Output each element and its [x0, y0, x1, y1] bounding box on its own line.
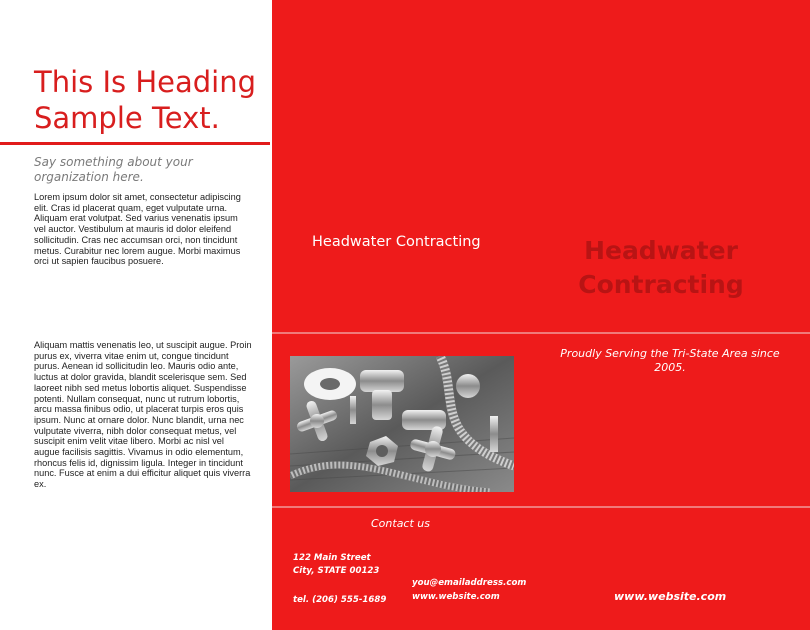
service-area-statement: Proudly Serving the Tri-State Area since 2005.: [560, 347, 780, 374]
address-street: 122 Main Street: [293, 553, 371, 563]
company-name-large: [560, 234, 762, 302]
plumbing-fixtures-illustration: [290, 356, 514, 492]
company-name-line-1: Headwater: [584, 236, 738, 265]
page-heading: [34, 64, 270, 136]
address-city: City, STATE 00123: [293, 566, 380, 576]
company-name-line-2: Contracting: [578, 270, 744, 299]
heading-divider: [0, 142, 270, 145]
footer-website-link[interactable]: www.website.com: [614, 590, 727, 603]
email-link[interactable]: you@emailaddress.com: [412, 578, 527, 588]
contact-heading: Contact us: [371, 517, 430, 530]
plumbing-fixtures-photo: [290, 356, 514, 492]
heading-line-2: Sample Text.: [34, 101, 220, 135]
body-paragraph-1: Lorem ipsum dolor sit amet, consectetur adipiscing elit. Cras id placerat quam, eget vulputate urna. Aliquam erat volutpat. Sed varius venenatis ipsum vel auctor. Vestibulum at mauris id dolor eleifend sollicitudin. Cras nec accumsan orci, non tincidunt metus. Curabitur nec lorem augue. Morbi maximus orci ut sapien faucibus posuere.: [34, 192, 241, 267]
heading-line-1: This Is Heading: [34, 65, 257, 99]
tagline: Say something about your organization here.: [34, 155, 193, 184]
company-name-small: Headwater Contracting: [312, 234, 481, 250]
website-link[interactable]: www.website.com: [412, 592, 500, 602]
body-paragraph-2: Aliquam mattis venenatis leo, ut suscipit augue. Proin purus ex, viverra vitae enim ut, congue tincidunt purus. Aenean id sollicitudin leo. Mauris odio ante, luctus at dolor gravida, blandit scelerisque sem. Sed laoreet nibh sed metus lobortis aliquet. Suspendisse potenti. Nullam consequat, nunc ut rutrum lobortis, arcu massa finibus odio, ut placerat turpis eros quis ipsum. Nunc at ornare dolor. Nunc blandit, urna nec vulputate viverra, nibh dolor consequat metus, vel suscipit enim velit vitae libero. Morbi ac nisl vel augue facilisis sagittis. Vivamus in odio elementum, rhoncus felis id, dignissim ligula. Integer in tincidunt nunc. Fusce at enim a dui efficitur aliquet quis viverra ex.: [34, 340, 252, 490]
phone-number: tel. (206) 555-1689: [293, 595, 387, 605]
